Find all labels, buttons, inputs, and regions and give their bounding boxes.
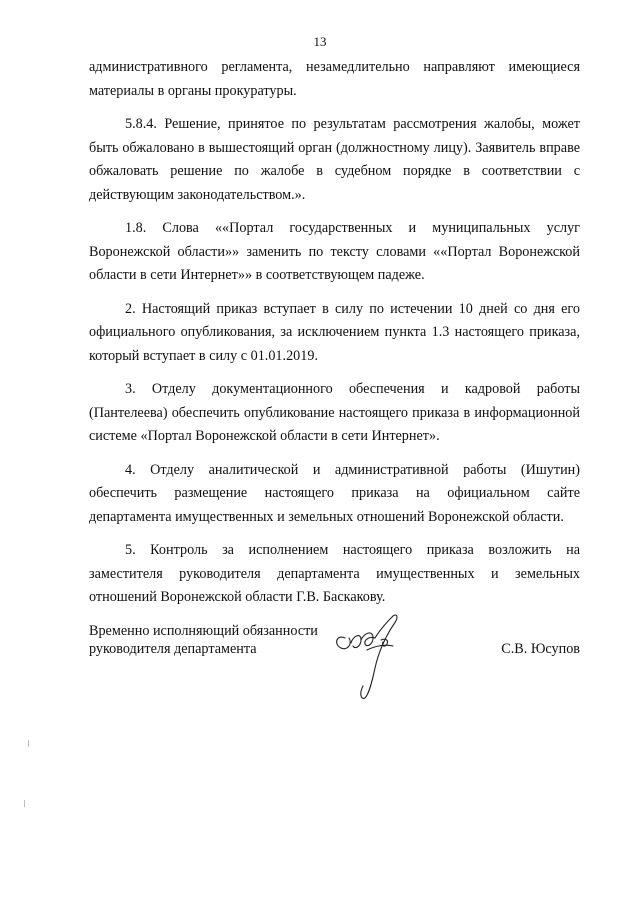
handwritten-signature (331, 610, 411, 702)
signatory-position-line-2: руководителя департамента (89, 641, 257, 657)
signatory-name: С.В. Юсупов (501, 641, 580, 657)
paragraph-5: 5. Контроль за исполнением настоящего приказа возложить на заместителя руководителя департамента имущественных и земельных отношений Воронежской области Г.В. Баскакову. (89, 542, 580, 605)
page-number: 13 (313, 34, 327, 49)
paragraph-continuation: административного регламента, незамедлительно направляют имеющиеся материалы в органы прокуратуры. (89, 59, 580, 99)
paragraph-5-8-4: 5.8.4. Решение, принятое по результатам рассмотрения жалобы, может быть обжаловано в вышестоящий орган (должностному лицу). Заявитель вправе обжаловать решение по жалобе в судебном порядке в соответствии с действующим законодательством.». (89, 116, 580, 203)
document-body (89, 56, 580, 610)
paragraph-4: 4. Отделу аналитической и административной работы (Ишутин) обеспечить размещение настоящего приказа на официальном сайте департамента имущественных и земельных отношений Воронежской области. (89, 461, 580, 525)
paragraph-3: 3. Отделу документационного обеспечения и кадровой работы (Пантелеева) обеспечить опубликование настоящего приказа в информационной системе «Портал Воронежской области в сети Интернет». (89, 381, 580, 444)
scan-artifact (24, 800, 25, 807)
scan-artifact (28, 740, 29, 747)
signatory-position-line-1: Временно исполняющий обязанности (89, 623, 318, 639)
signatory-position (89, 622, 318, 658)
signature-block (89, 622, 580, 702)
paragraph-1-8: 1.8. Слова ««Портал государственных и муниципальных услуг Воронежской области»» заменить по тексту словами ««Портал Воронежской области в сети Интернет»» в соответствующем падеже. (89, 220, 580, 283)
paragraph-2: 2. Настоящий приказ вступает в силу по истечении 10 дней со дня его официального опубликования, за исключением пункта 1.3 настоящего приказа, который вступает в силу с 01.01.2019. (89, 300, 580, 364)
